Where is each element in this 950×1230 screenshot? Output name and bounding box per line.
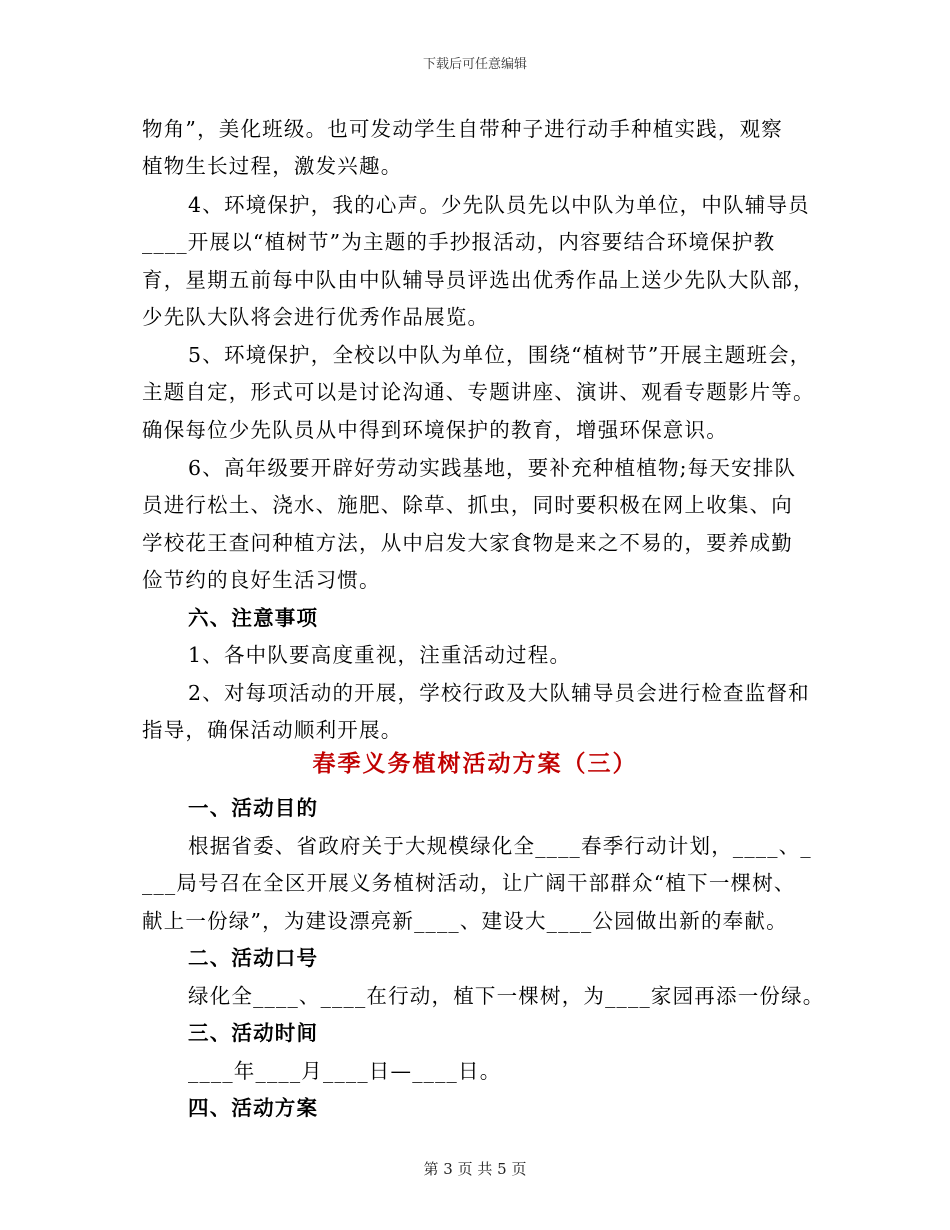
section-heading: 三、活动时间 <box>188 1021 319 1045</box>
body-line: 5、环境保护，全校以中队为单位，围绕“植树节”开展主题班会， <box>188 343 812 367</box>
page-header: 下载后可任意编辑 <box>422 57 527 72</box>
body-line: ____年____月____日—____日。 <box>188 1059 502 1083</box>
body-line: 少先队大队将会进行优秀作品展览。 <box>142 305 490 329</box>
section-heading: 二、活动口号 <box>188 946 319 970</box>
document-title: 春季义务植树活动方案（三） <box>312 750 638 777</box>
body-line: 4、环境保护，我的心声。少先队员先以中队为单位，中队辅导员 <box>188 193 810 217</box>
body-line: 俭节约的良好生活习惯。 <box>142 568 381 592</box>
body-line: ____开展以“植树节”为主题的手抄报活动，内容要结合环境保护教 <box>142 230 776 254</box>
body-line: ___局号召在全区开展义务植树活动，让广阔干部群众“植下一棵树、 <box>142 871 796 895</box>
body-line: 献上一份绿”，为建设漂亮新____、建设大____公园做出新的奉献。 <box>142 909 788 933</box>
body-line: 物角”，美化班级。也可发动学生自带种子进行动手种植实践，观察 <box>142 117 783 141</box>
body-line: 确保每位少先队员从中得到环境保护的教育，增强环保意识。 <box>142 418 728 442</box>
body-line: 植物生长过程，激发兴趣。 <box>142 154 403 178</box>
page-footer: 第 3 页 共 5 页 <box>423 1160 527 1178</box>
body-line: 1、各中队要高度重视，注重活动过程。 <box>188 643 572 667</box>
body-line: 主题自定，形式可以是讨论沟通、专题讲座、演讲、观看专题影片等。 <box>142 380 815 404</box>
body-line: 2、对每项活动的开展，学校行政及大队辅导员会进行检查监督和 <box>188 681 810 705</box>
section-heading: 一、活动目的 <box>188 796 319 820</box>
body-line: 指导，确保活动顺利开展。 <box>142 718 403 742</box>
body-line: 6、高年级要开辟好劳动实践基地，要补充种植植物;每天安排队 <box>188 456 797 480</box>
body-line: 绿化全____、____在行动，植下一棵树，为____家园再添一份绿。 <box>188 984 825 1008</box>
body-line: 员进行松土、浇水、施肥、除草、抓虫，同时要积极在网上收集、向 <box>142 493 793 517</box>
body-line: 根据省委、省政府关于大规模绿化全____春季行动计划，____、_ <box>188 834 812 858</box>
body-line: 育，星期五前每中队由中队辅导员评选出优秀作品上送少先队大队部， <box>142 268 815 292</box>
body-line: 学校花王查问种植方法，从中启发大家食物是来之不易的，要养成勤 <box>142 531 793 555</box>
section-heading: 四、活动方案 <box>188 1096 319 1120</box>
section-heading: 六、注意事项 <box>188 606 319 630</box>
